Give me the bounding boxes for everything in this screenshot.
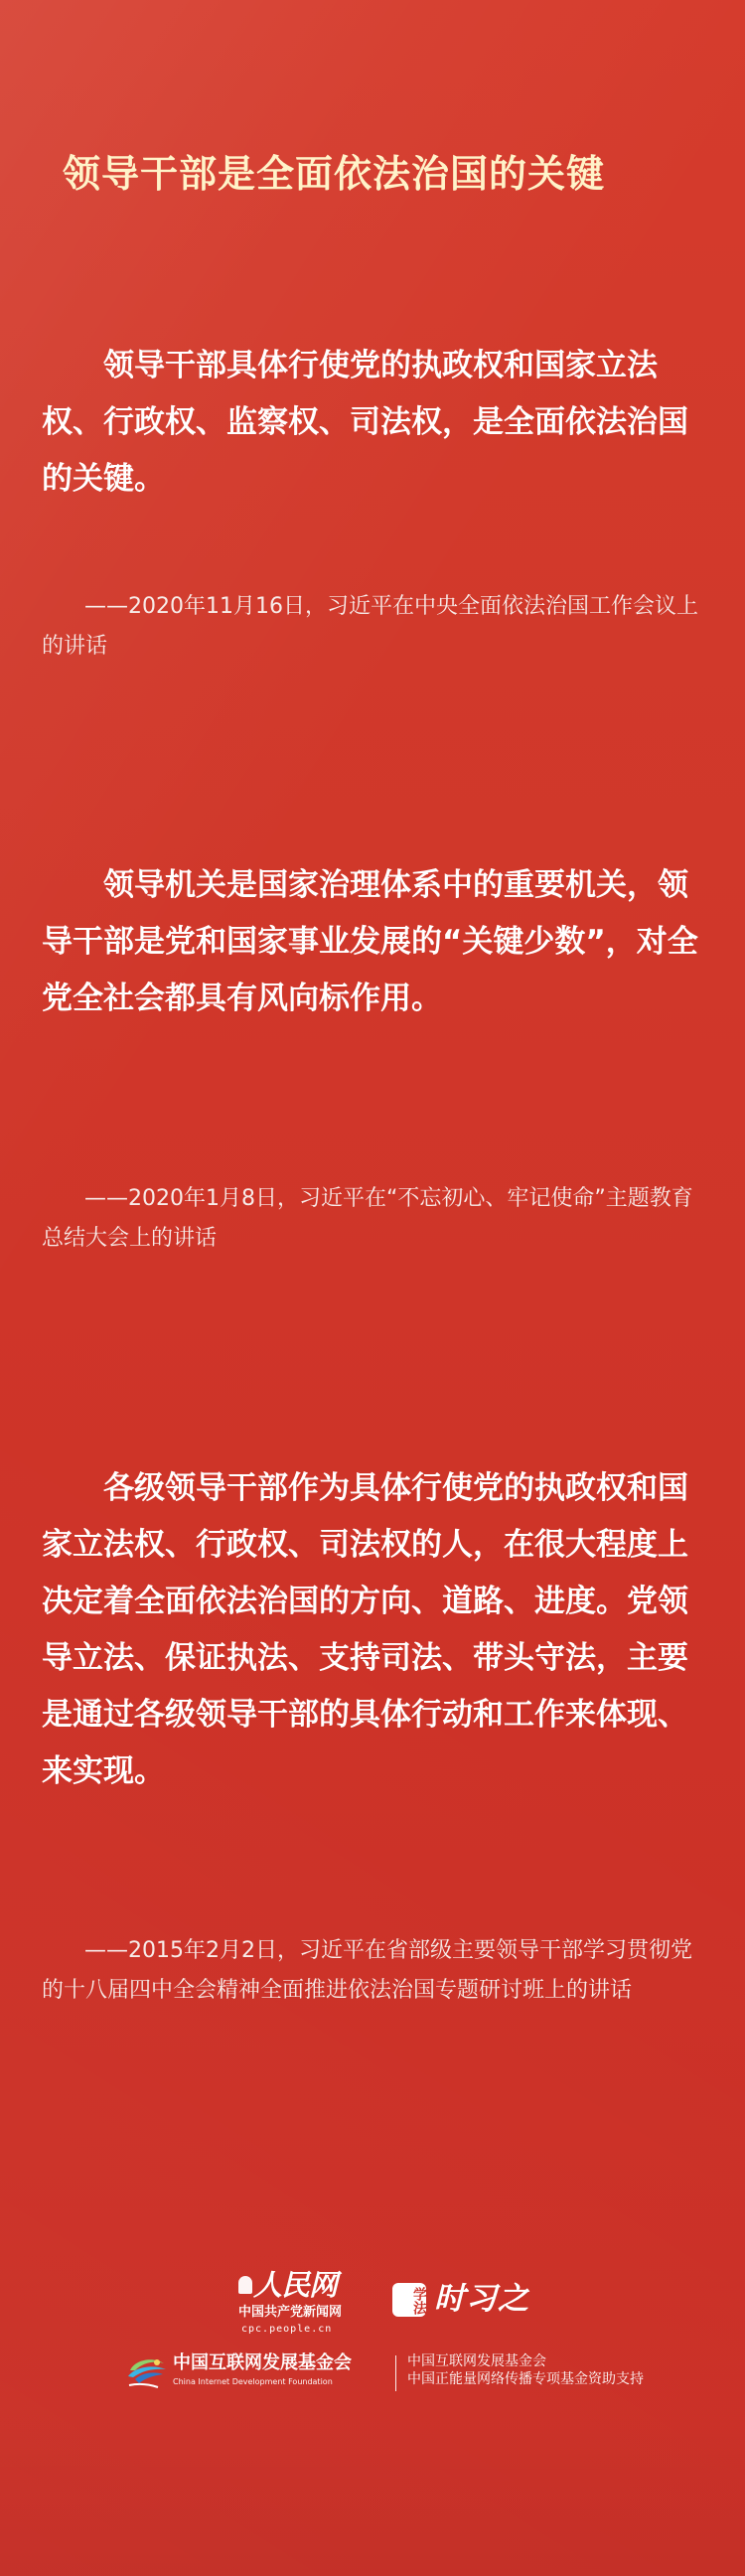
bottom-fade (0, 2417, 745, 2576)
quote-paragraph-3: 各级领导干部作为具体行使党的执政权和国家立法权、行政权、司法权的人，在很大程度上决定着全面依法治国的方向、道路、进度。党领导立法、保证执法、支持司法、带头守法，主要是通过各级领导干部的具体行动和工作来体现、来实现。 (42, 1470, 688, 1789)
xuefa-logo-text: 时习之 (434, 2281, 529, 2317)
foundation-credits (125, 2352, 681, 2402)
foundation-support-text (407, 2352, 644, 2388)
foundation-name: 中国互联网发展基金会 (173, 2352, 352, 2373)
foundation-emblem-icon (125, 2352, 169, 2394)
quote-paragraph-2: 领导机关是国家治理体系中的重要机关，领导干部是党和国家事业发展的“关键少数”，对全党全社会都具有风向标作用。 (42, 867, 698, 1016)
support-line-2: 中国正能量网络传播专项基金资助支持 (407, 2371, 644, 2387)
quote-source-2: ——2020年1月8日，习近平在“不忘初心、牢记使命”主题教育总结大会上的讲话 (42, 1186, 693, 1251)
foundation-divider (395, 2355, 396, 2391)
people-logo-url: cpc.people.cn (241, 2324, 333, 2335)
xuefa-logo (392, 2277, 541, 2329)
quote-source-3: ——2015年2月2日，习近平在省部级主要领导干部学习贯彻党的十八届四中全会精神全面推进依法治国专题研讨班上的讲话 (42, 1938, 692, 2003)
support-line-1: 中国互联网发展基金会 (407, 2353, 546, 2369)
quote-paragraph-1: 领导干部具体行使党的执政权和国家立法权、行政权、监察权、司法权，是全面依法治国的关键。 (42, 348, 688, 497)
people-logo-mark-icon (238, 2276, 252, 2294)
people-logo-subtitle: 中国共产党新闻网 (238, 2305, 343, 2320)
page-title: 领导干部是全面依法治国的关键 (63, 152, 606, 196)
foundation-english-name: China Internet Development Foundation (173, 2377, 333, 2386)
quote-source-1: ——2020年11月16日，习近平在中央全面依法治国工作会议上的讲话 (42, 594, 698, 659)
xuefa-seal-icon: 学法 (392, 2283, 426, 2317)
people-daily-logo (238, 2270, 368, 2342)
people-logo-title: 人民网 (253, 2268, 338, 2302)
